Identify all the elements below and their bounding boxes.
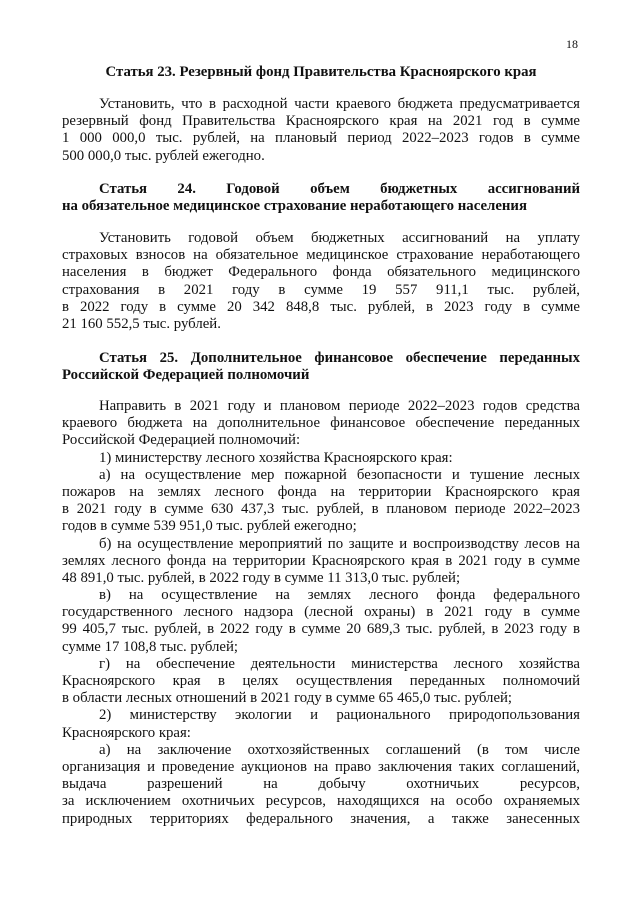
text-line: 21 160 552,5 тыс. рублей. [62,315,221,332]
article-25-heading [62,350,580,384]
text-line: населения в бюджет Федерального фонда обязательного медицинского [62,264,580,281]
text-line: Установить годовой объем бюджетных ассигнований на уплату [99,230,580,246]
text-line: краевого бюджета на дополнительное финансовое обеспечение переданных [62,415,580,432]
article-25-body [62,398,580,828]
heading-text: на обязательное медицинское страхование неработающего населения [62,198,527,215]
heading-text: Статья 25. Дополнительное финансовое обеспечение переданных [99,350,580,366]
text-line: страхования в 2021 году в сумме 19 557 911,1 тыс. рублей, [62,281,580,298]
text-line: Красноярского края в целях осуществления переданных полномочий [62,673,580,689]
text-line: 1) министерству лесного хозяйства Красноярского края: [99,449,453,466]
text-line: за исключением охотничьих ресурсов, находящихся на особо охраняемых [62,793,580,810]
text-line: г) на обеспечение деятельности министерства лесного хозяйства [99,655,580,672]
text-line: в 2022 году в сумме 20 342 848,8 тыс. рублей, в 2023 году в сумме [62,298,580,315]
article-24-heading-line2 [62,198,580,215]
text-line: землях лесного фонда на территории Красноярского края в 2021 году в сумме [62,552,580,569]
text-line: а) на осуществление мер пожарной безопасности и тушение лесных [99,466,580,483]
text-line: пожаров на землях лесного фонда на территории Красноярского края [62,483,580,500]
heading-text: Статья 24. Годовой объем бюджетных ассигнований [99,181,580,197]
article-24-body [62,230,580,333]
text-line: выдача разрешений на добычу охотничьих ресурсов, [62,776,580,793]
text-line: Российской Федерацией полномочий: [62,432,301,449]
text-line: Направить в 2021 году и плановом периоде 2022–2023 годов средства [99,398,580,414]
text-line: государственного лесного надзора (лесной охраны) в 2021 году в сумме [62,604,580,621]
page-number: 18 [566,37,578,51]
article-25-heading-line2 [62,367,580,384]
text-line: сумме 17 108,8 тыс. рублей; [62,638,238,655]
text-line: в области лесных отношений в 2021 году в сумме 65 465,0 тыс. рублей; [62,690,513,707]
text-line: страховых взносов на обязательное медицинское страхование неработающего [62,247,580,264]
article-23-body [62,96,580,165]
text-line: 2) министерству экологии и рационального природопользования [99,707,580,724]
article-24-heading [62,181,580,215]
text-line: 500 000,0 тыс. рублей ежегодно. [62,147,265,164]
text-line: 1 000 000,0 тыс. рублей, на плановый период 2022–2023 годов в сумме [62,130,580,147]
text-line: а) на заключение охотхозяйственных соглашений (в том числе [99,741,580,758]
article-23-heading [62,64,580,81]
text-line: резервный фонд Правительства Красноярского края на 2021 год в сумме [62,113,580,130]
article-24-heading-line1 [62,181,580,198]
text-line: в) на осуществление на землях лесного фонда федерального [99,587,580,604]
text-line: организация и проведение аукционов на право заключения таких соглашений, [62,758,580,775]
text-line: Установить, что в расходной части краевого бюджета предусматривается [99,96,580,112]
text-line: годов в сумме 539 951,0 тыс. рублей ежегодно; [62,518,357,535]
article-23-heading-text: Статья 23. Резервный фонд Правительства Красноярского края [105,64,537,80]
heading-text: Российской Федерацией полномочий [62,367,310,384]
text-line: 99 405,7 тыс. рублей, в 2022 году в сумме 20 689,3 тыс. рублей, в 2023 году в [62,621,580,638]
text-line: природных территориях федерального значения, а также занесенных [62,810,580,827]
text-line: в 2021 году в сумме 630 437,3 тыс. рублей, в плановом периоде 2022–2023 [62,501,580,518]
text-line: Красноярского края: [62,724,191,741]
text-line: 48 891,0 тыс. рублей, в 2022 году в сумме 11 313,0 тыс. рублей; [62,569,461,586]
text-line: б) на осуществление мероприятий по защите и воспроизводству лесов на [99,535,580,552]
article-25-heading-line1 [62,350,580,367]
